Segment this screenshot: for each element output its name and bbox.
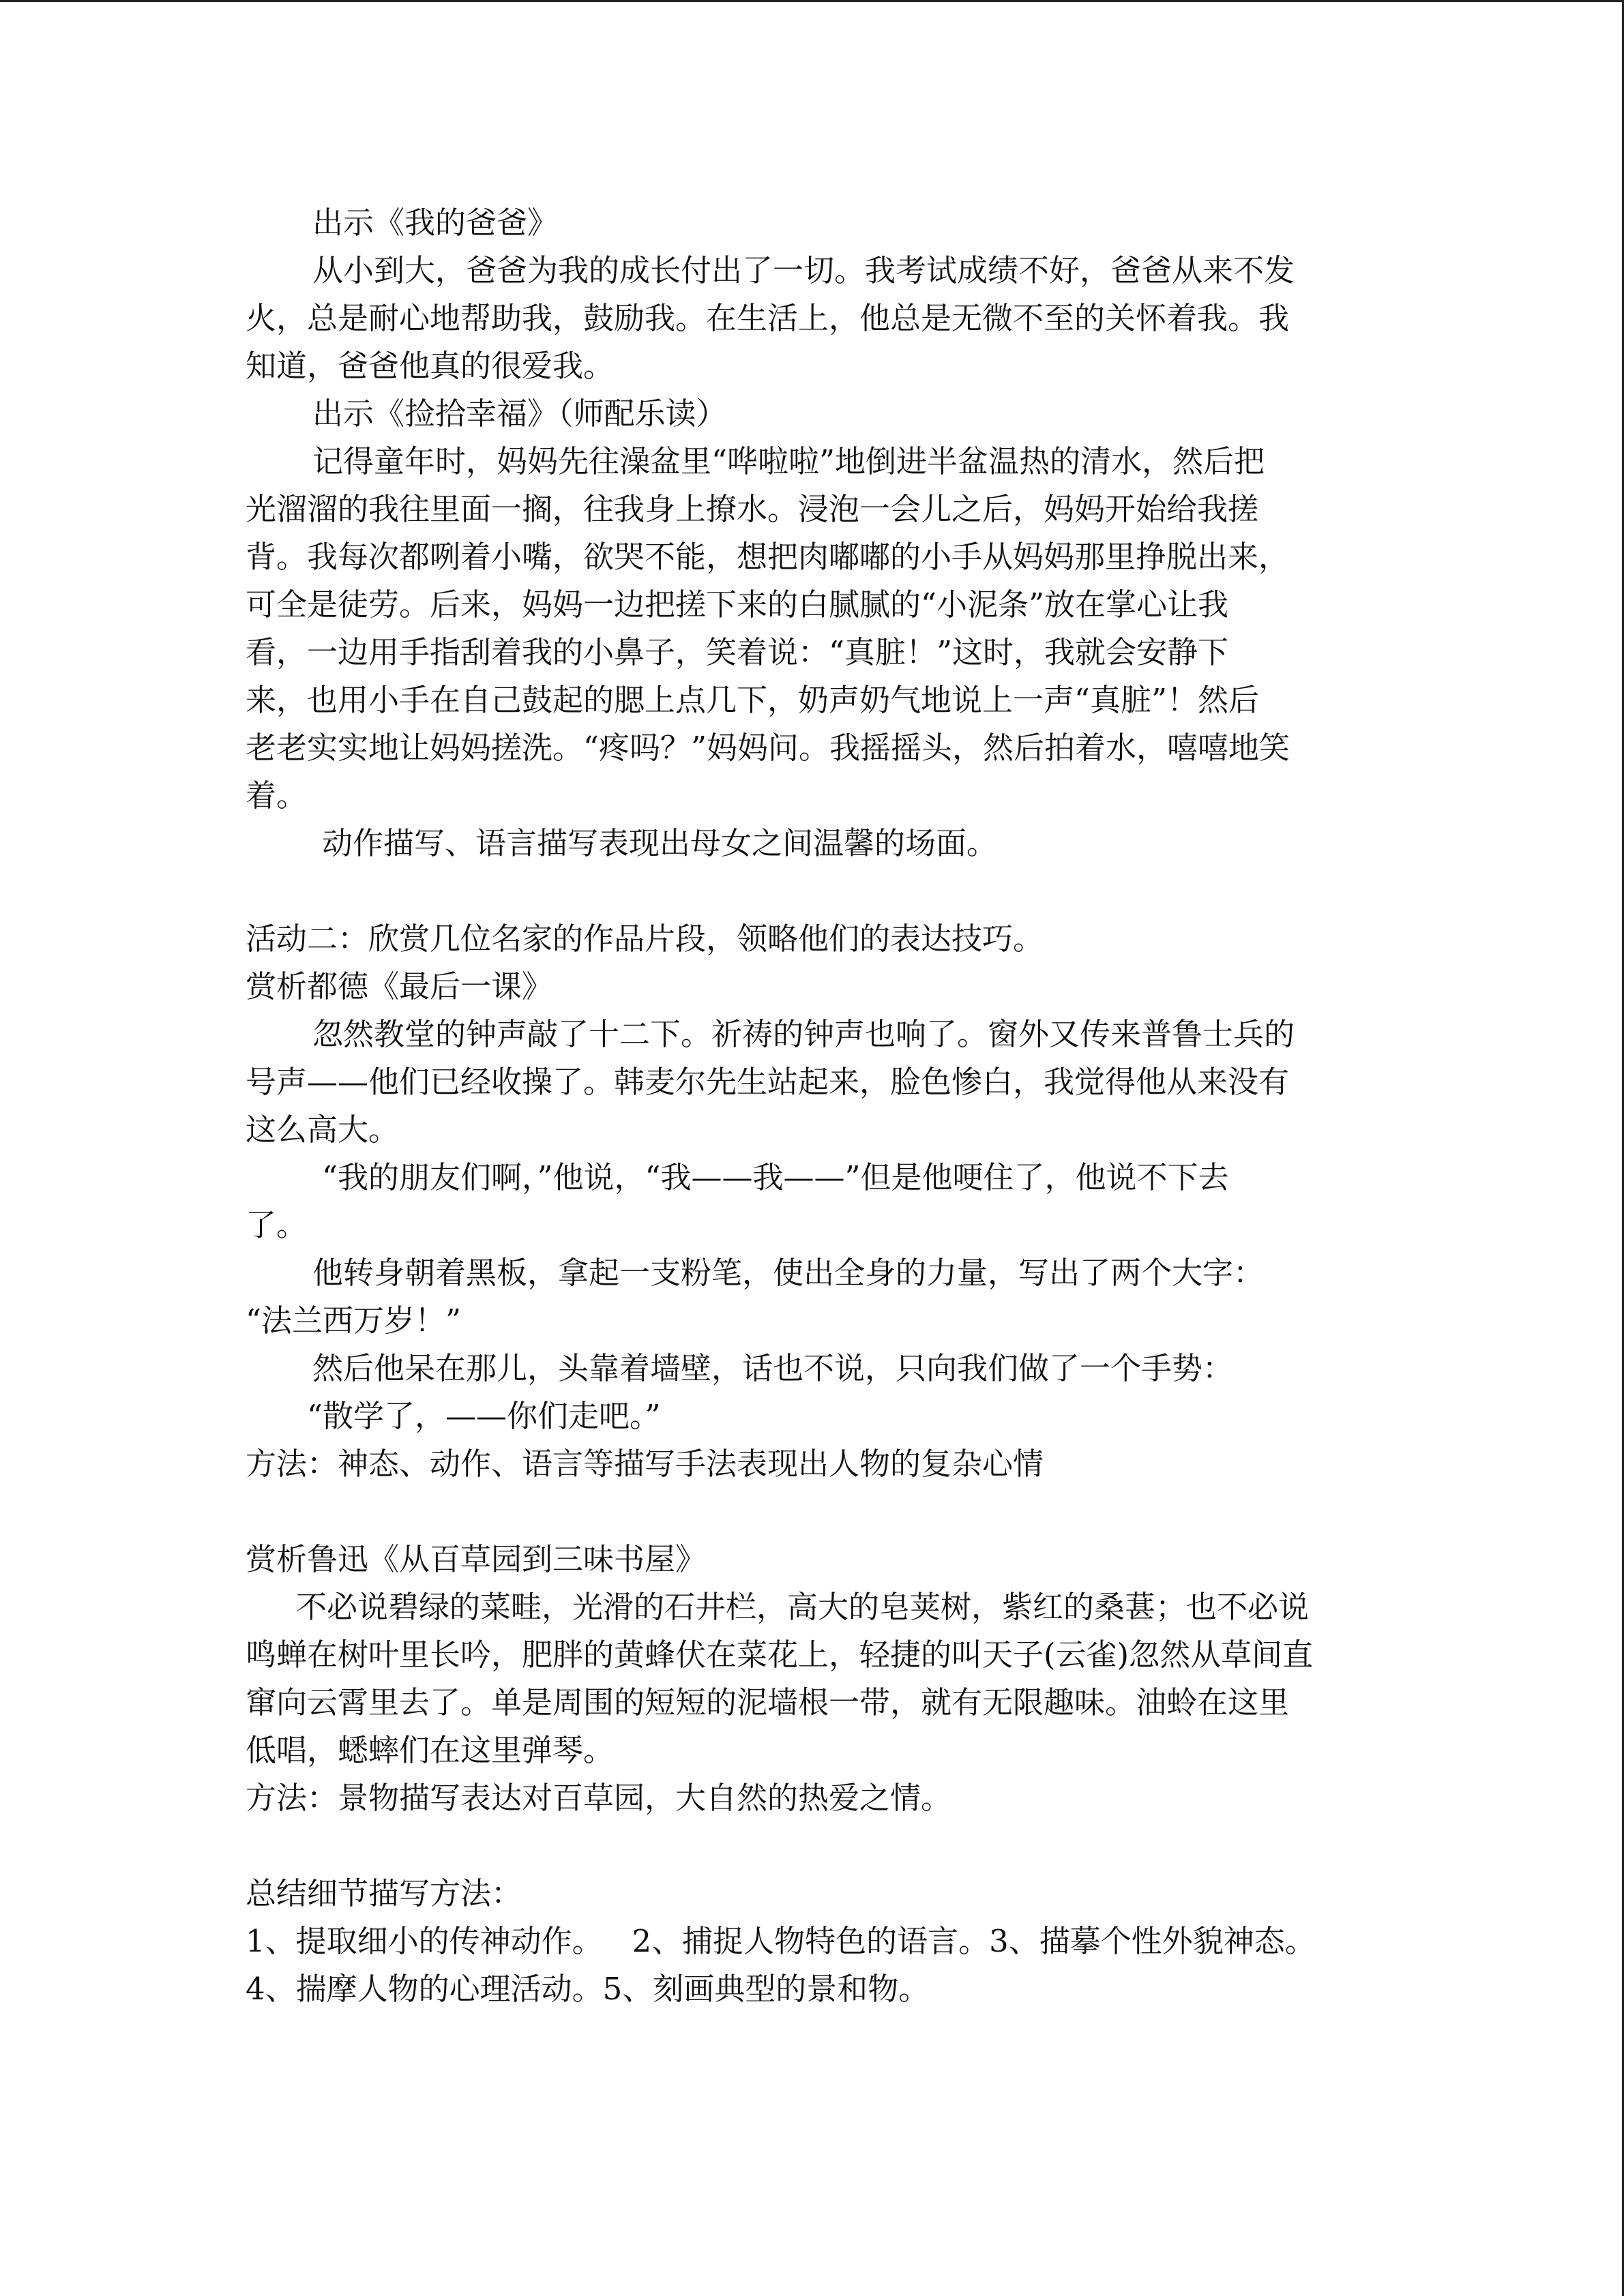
section-title-last-lesson: 赏析都德《最后一课》 [246, 968, 553, 1004]
paragraph-line: 从小到大，爸爸为我的成长付出了一切。我考试成绩不好，爸爸从来不发 [312, 252, 1295, 288]
paragraph-line: “散学了，——你们走吧。” [307, 1398, 661, 1434]
paragraph-line: 不必说碧绿的菜畦，光滑的石井栏，高大的皂荚树，紫红的桑葚；也不必说 [296, 1589, 1310, 1625]
blank-line [246, 1488, 1378, 1536]
paragraph-line: 可全是徒劳。后来，妈妈一边把搓下来的白腻腻的“小泥条”放在掌心让我 [246, 586, 1229, 623]
paragraph-line: 来，也用小手在自己鼓起的腮上点几下，奶声奶气地说上一声“真脏”！然后 [246, 682, 1260, 718]
paragraph-line: 看，一边用手指刮着我的小鼻子，笑着说：“真脏！”这时，我就会安静下 [246, 634, 1229, 670]
blank-line [246, 1822, 1378, 1870]
method-note: 方法：神态、动作、语言等描写手法表现出人物的复杂心情 [246, 1446, 1044, 1482]
paragraph-line: 着。 [246, 777, 308, 814]
paragraph-line: 背。我每次都咧着小嘴，欲哭不能，想把肉嘟嘟的小手从妈妈那里挣脱出来， [246, 539, 1290, 575]
paragraph-line: 记得童年时，妈妈先往澡盆里“哗啦啦”地倒进半盆温热的清水，然后把 [312, 443, 1265, 479]
section-title-baicaoyuan: 赏析鲁迅《从百草园到三味书屋》 [246, 1541, 707, 1577]
paragraph-line: 然后他呆在那儿，头靠着墙壁，话也不说，只向我们做了一个手势： [312, 1350, 1234, 1386]
paragraph-line: 窜向云霄里去了。单是周围的短短的泥墙根一带，就有无限趣味。油蛉在这里 [246, 1684, 1290, 1720]
paragraph-line: 知道，爸爸他真的很爱我。 [246, 348, 615, 384]
analysis-note: 动作描写、语言描写表现出母女之间温馨的场面。 [322, 825, 998, 861]
summary-heading: 总结细节描写方法： [246, 1875, 522, 1911]
document-body [246, 199, 1378, 2013]
summary-line: 1、提取细小的传神动作。 2、捕捉人物特色的语言。3、描摹个性外貌神态。 [246, 1923, 1316, 1959]
paragraph-line: 了。 [246, 1207, 308, 1243]
paragraph-line: “法兰西万岁！” [246, 1302, 462, 1339]
paragraph-line: 他转身朝着黑板，拿起一支粉笔，使出全身的力量，写出了两个大字： [312, 1255, 1265, 1291]
paragraph-line: 火，总是耐心地帮助我，鼓励我。在生活上，他总是无微不至的关怀着我。我 [246, 300, 1290, 336]
paragraph-line: 鸣蝉在树叶里长吟，肥胖的黄蜂伏在菜花上，轻捷的叫天子(云雀)忽然从草间直 [246, 1637, 1314, 1673]
summary-line: 4、揣摩人物的心理活动。5、刻画典型的景和物。 [246, 1971, 930, 2007]
section-title-picking-happiness: 出示《捡拾幸福》（师配乐读） [312, 396, 727, 432]
paragraph-line: 光溜溜的我往里面一搁，往我身上撩水。浸泡一会儿之后，妈妈开始给我搓 [246, 491, 1259, 527]
paragraph-line: 号声——他们已经收操了。韩麦尔先生站起来，脸色惨白，我觉得他从来没有 [246, 1064, 1290, 1100]
paragraph-line: “我的朋友们啊，”他说，“我——我——”但是他哽住了，他说不下去 [322, 1159, 1229, 1195]
activity-two-heading: 活动二：欣赏几位名家的作品片段，领略他们的表达技巧。 [246, 921, 1044, 957]
paragraph-line: 忽然教堂的钟声敲了十二下。祈祷的钟声也响了。窗外又传来普鲁士兵的 [312, 1016, 1295, 1052]
paragraph-line: 这么高大。 [246, 1112, 400, 1148]
paragraph-line: 老老实实地让妈妈搓洗。“疼吗？”妈妈问。我摇摇头，然后拍着水，嘻嘻地笑 [246, 730, 1290, 766]
method-note: 方法：景物描写表达对百草园，大自然的热爱之情。 [246, 1780, 952, 1816]
blank-line [246, 867, 1378, 915]
paragraph-line: 低唱，蟋蟀们在这里弹琴。 [246, 1732, 615, 1768]
section-title-my-father: 出示《我的爸爸》 [312, 205, 559, 241]
